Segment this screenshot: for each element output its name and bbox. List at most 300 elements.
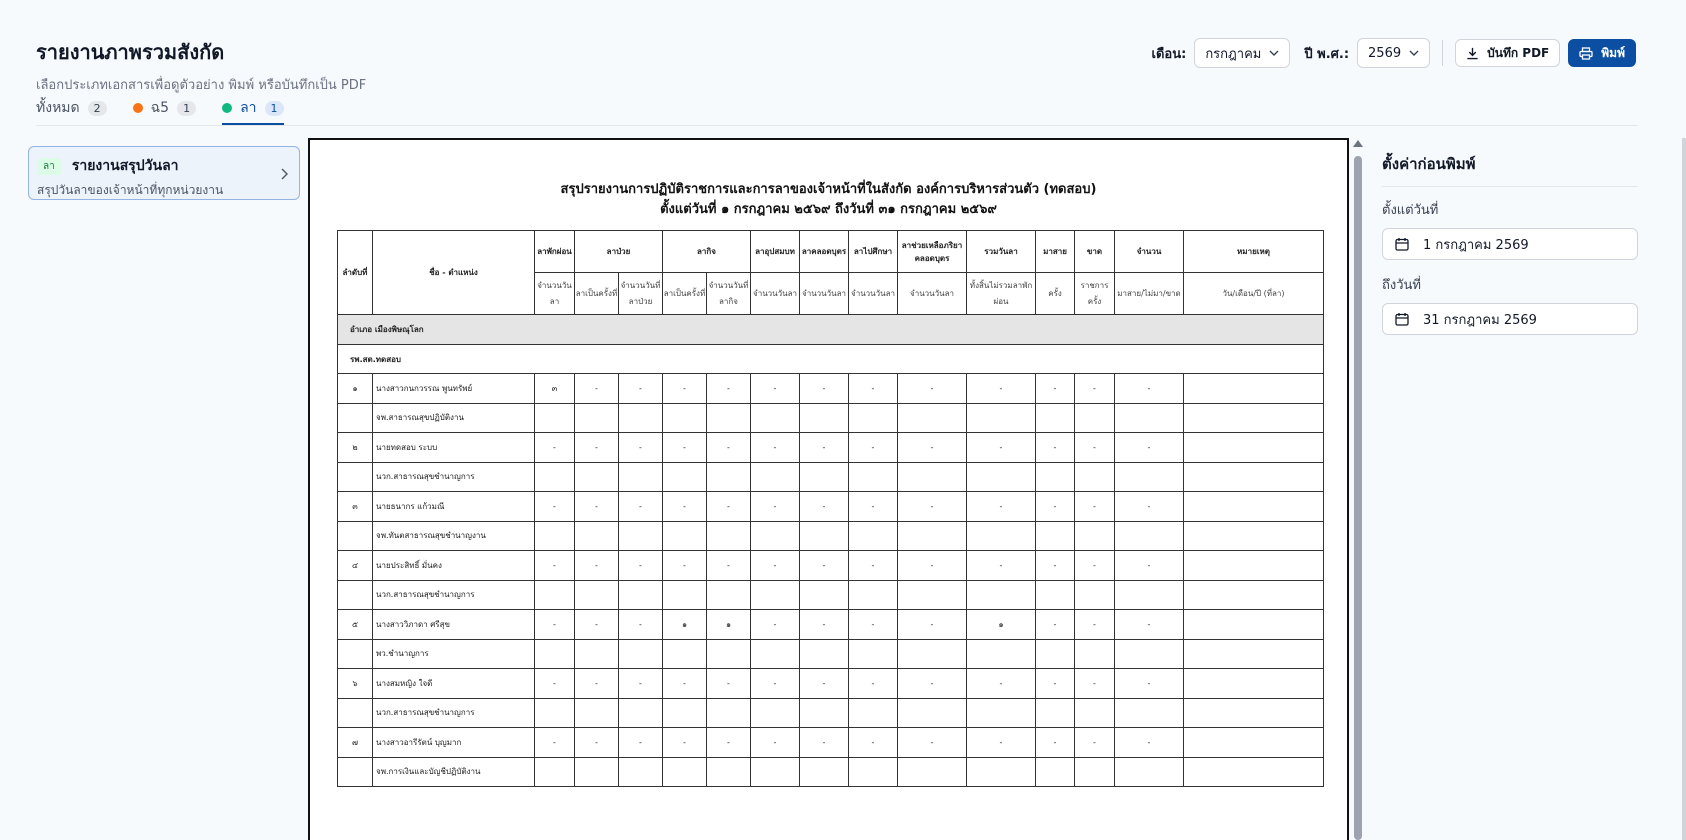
row-empty <box>898 698 967 728</box>
document-preview <box>308 138 1349 840</box>
header-ordination: ลาอุปสมบท <box>751 231 800 273</box>
scroll-up-icon[interactable] <box>1353 140 1363 147</box>
row-value: - <box>575 669 619 699</box>
row-no-empty <box>338 403 373 433</box>
row-remark <box>1184 492 1324 522</box>
row-empty <box>1075 639 1115 669</box>
row-empty <box>1184 580 1324 610</box>
row-empty <box>967 698 1036 728</box>
row-value: ๑ <box>967 610 1036 640</box>
row-value: - <box>575 433 619 463</box>
row-empty <box>898 403 967 433</box>
row-empty <box>800 639 849 669</box>
row-value: - <box>575 374 619 404</box>
row-value: - <box>1075 433 1115 463</box>
row-value: - <box>1036 610 1075 640</box>
row-empty <box>849 757 898 787</box>
to-date-input[interactable] <box>1382 303 1638 335</box>
subheader-pers-times: ลาเป็นครั้งที่ <box>663 273 707 315</box>
row-position: นวก.สาธารณสุขชำนาญการ <box>373 462 535 492</box>
subheader-pers-days: จำนวนวันที่ลากิจ <box>707 273 751 315</box>
row-empty <box>898 462 967 492</box>
row-empty <box>1115 639 1184 669</box>
row-empty <box>707 698 751 728</box>
row-position: นวก.สาธารณสุขชำนาญการ <box>373 698 535 728</box>
row-value: - <box>898 669 967 699</box>
row-empty <box>800 521 849 551</box>
row-value: - <box>849 728 898 758</box>
tab-label: ทั้งหมด <box>36 100 80 116</box>
row-name: นางสาวอารีรัตน์ บุญมาก <box>373 728 535 758</box>
row-empty <box>898 521 967 551</box>
row-value: - <box>751 433 800 463</box>
status-dot <box>222 103 232 113</box>
row-value: - <box>535 551 575 581</box>
row-empty <box>575 580 619 610</box>
row-empty <box>663 462 707 492</box>
row-value: - <box>1115 669 1184 699</box>
row-remark <box>1184 374 1324 404</box>
row-empty <box>967 521 1036 551</box>
subheader-sick-times: ลาเป็นครั้งที่ <box>575 273 619 315</box>
row-empty <box>619 462 663 492</box>
calendar-icon <box>1395 312 1409 326</box>
row-value: - <box>535 492 575 522</box>
row-value: - <box>707 669 751 699</box>
report-type-badge: ลา <box>37 158 61 175</box>
row-name: นายประสิทธิ์ มั่นคง <box>373 551 535 581</box>
row-remark <box>1184 669 1324 699</box>
row-empty <box>535 462 575 492</box>
row-value: - <box>619 610 663 640</box>
year-select[interactable] <box>1357 38 1430 68</box>
toolbar <box>1152 38 1636 68</box>
header-paternity: ลาช่วยเหลือภริยาคลอดบุตร <box>898 231 967 273</box>
subheader-pat-days: จำนวนวันลา <box>898 273 967 315</box>
row-value: - <box>898 492 967 522</box>
row-no-empty <box>338 580 373 610</box>
row-empty <box>751 698 800 728</box>
preview-scrollbar[interactable] <box>1352 138 1364 840</box>
row-value: - <box>849 551 898 581</box>
row-empty <box>849 639 898 669</box>
to-date-label: ถึงวันที่ <box>1382 278 1421 293</box>
row-empty <box>535 639 575 669</box>
header-absent: ขาด <box>1075 231 1115 273</box>
row-value: - <box>751 728 800 758</box>
table-row <box>338 728 1324 758</box>
group-district: อำเภอ เมืองพิษณุโลก <box>338 315 1324 345</box>
row-empty <box>1075 403 1115 433</box>
subheader-absent-times: ราชการครั้ง <box>1075 273 1115 315</box>
row-value: - <box>619 551 663 581</box>
row-empty <box>751 521 800 551</box>
row-empty <box>663 521 707 551</box>
row-empty <box>849 462 898 492</box>
tab-label: ฉ5 <box>150 100 170 116</box>
row-value: - <box>1115 551 1184 581</box>
row-value: - <box>1115 492 1184 522</box>
row-name: นางสาวกนกวรรณ พูนทรัพย์ <box>373 374 535 404</box>
row-value: - <box>575 610 619 640</box>
table-row <box>338 757 1324 787</box>
row-empty <box>967 580 1036 610</box>
subheader-mat-days: จำนวนวันลา <box>800 273 849 315</box>
row-empty <box>849 698 898 728</box>
row-value: - <box>967 551 1036 581</box>
row-position: จพ.ทันตสาธารณสุขชำนาญงาน <box>373 521 535 551</box>
row-value: - <box>1075 610 1115 640</box>
table-row <box>338 374 1324 404</box>
row-value: - <box>751 610 800 640</box>
print-label: พิมพ์ <box>1601 45 1625 60</box>
row-value: - <box>751 492 800 522</box>
settings-title: ตั้งค่าก่อนพิมพ์ <box>1382 152 1638 187</box>
row-name: นายทดสอบ ระบบ <box>373 433 535 463</box>
header-late: มาสาย <box>1036 231 1075 273</box>
group-facility: รพ.สต.ทดสอบ <box>338 345 1324 374</box>
row-position: พว.ชำนาญการ <box>373 639 535 669</box>
row-value: - <box>849 669 898 699</box>
calendar-icon <box>1395 237 1409 251</box>
subheader-ord-days: จำนวนวันลา <box>751 273 800 315</box>
row-empty <box>535 580 575 610</box>
row-value: - <box>800 433 849 463</box>
row-empty <box>619 757 663 787</box>
row-value: - <box>1115 374 1184 404</box>
subheader-sick-days: จำนวนวันที่ลาป่วย <box>619 273 663 315</box>
row-empty <box>707 403 751 433</box>
row-no: ๓ <box>338 492 373 522</box>
chevron-down-icon <box>1269 48 1279 58</box>
row-empty <box>575 639 619 669</box>
row-no-empty <box>338 639 373 669</box>
table-row <box>338 610 1324 640</box>
row-empty <box>800 462 849 492</box>
row-empty <box>1036 757 1075 787</box>
row-empty <box>1184 462 1324 492</box>
row-empty <box>1115 698 1184 728</box>
row-empty <box>967 462 1036 492</box>
tab-count: 2 <box>88 101 107 116</box>
row-empty <box>1036 639 1075 669</box>
toolbar-divider <box>1442 40 1443 66</box>
row-empty <box>1184 757 1324 787</box>
row-empty <box>1184 698 1324 728</box>
row-empty <box>967 403 1036 433</box>
row-no: ๕ <box>338 610 373 640</box>
row-value: - <box>800 610 849 640</box>
row-value: - <box>535 669 575 699</box>
row-name: นางสมหญิง ใจดี <box>373 669 535 699</box>
row-empty <box>898 639 967 669</box>
table-row <box>338 698 1324 728</box>
row-value: - <box>575 728 619 758</box>
row-value: - <box>967 728 1036 758</box>
row-no: ๑ <box>338 374 373 404</box>
table-row <box>338 580 1324 610</box>
row-empty <box>1184 403 1324 433</box>
subheader-vac-days: จำนวนวันลา <box>535 273 575 315</box>
row-empty <box>1036 462 1075 492</box>
row-value: - <box>619 669 663 699</box>
row-value: - <box>849 374 898 404</box>
row-value: - <box>535 433 575 463</box>
table-row <box>338 521 1324 551</box>
to-date-value: 31 กรกฎาคม 2569 <box>1423 312 1537 328</box>
subheader-total-all: ทั้งสิ้นไม่รวมลาพักผ่อน <box>967 273 1036 315</box>
row-empty <box>663 580 707 610</box>
row-value: - <box>898 610 967 640</box>
row-empty <box>619 580 663 610</box>
row-value: - <box>535 728 575 758</box>
row-value: - <box>1115 610 1184 640</box>
row-empty <box>1115 757 1184 787</box>
row-empty <box>619 403 663 433</box>
row-name: นายธนากร แก้วมณี <box>373 492 535 522</box>
row-empty <box>575 698 619 728</box>
row-value: - <box>1036 492 1075 522</box>
row-value: - <box>1036 728 1075 758</box>
table-row <box>338 669 1324 699</box>
month-value: กรกฎาคม <box>1205 46 1262 62</box>
row-position: จพ.สาธารณสุขปฏิบัติงาน <box>373 403 535 433</box>
tab-count: 1 <box>265 101 284 116</box>
row-empty <box>1075 462 1115 492</box>
year-value: 2569 <box>1368 45 1402 61</box>
row-value: - <box>800 492 849 522</box>
row-no-empty <box>338 698 373 728</box>
row-value: - <box>800 728 849 758</box>
row-value: - <box>1115 433 1184 463</box>
row-value: ๑ <box>707 610 751 640</box>
row-no-empty <box>338 757 373 787</box>
row-empty <box>535 757 575 787</box>
row-value: - <box>1115 728 1184 758</box>
table-row <box>338 639 1324 669</box>
scroll-thumb[interactable] <box>1354 156 1362 840</box>
row-value: - <box>1075 669 1115 699</box>
header-total: รวมวันลา <box>967 231 1036 273</box>
row-empty <box>575 521 619 551</box>
row-empty <box>535 698 575 728</box>
row-value: - <box>967 669 1036 699</box>
report-card-leave-summary[interactable] <box>28 146 300 200</box>
row-no: ๗ <box>338 728 373 758</box>
tab-leave[interactable] <box>222 92 283 124</box>
row-value: - <box>898 374 967 404</box>
table-row <box>338 551 1324 581</box>
row-value: - <box>707 551 751 581</box>
row-empty <box>800 698 849 728</box>
save-pdf-button[interactable] <box>1455 39 1560 67</box>
leave-report-table <box>337 230 1324 787</box>
row-value: - <box>575 492 619 522</box>
row-empty <box>751 757 800 787</box>
tab-ch5[interactable] <box>133 92 196 124</box>
row-value: - <box>619 728 663 758</box>
subheader-late-times: ครั้ง <box>1036 273 1075 315</box>
row-value: - <box>619 433 663 463</box>
row-empty <box>1115 462 1184 492</box>
row-empty <box>1115 521 1184 551</box>
row-empty <box>800 403 849 433</box>
row-value: - <box>967 374 1036 404</box>
row-empty <box>535 403 575 433</box>
row-value: - <box>707 728 751 758</box>
row-empty <box>898 580 967 610</box>
report-title-line1: สรุปรายงานการปฏิบัติราชการและการลาของเจ้าหน้าที่ในสังกัด องค์การบริหารส่วนตัว (ทดสอบ) <box>560 182 1097 197</box>
header-amount: จำนวน <box>1115 231 1184 273</box>
row-empty <box>663 757 707 787</box>
print-button[interactable] <box>1568 39 1636 67</box>
row-value: - <box>849 492 898 522</box>
row-empty <box>619 698 663 728</box>
row-remark <box>1184 433 1324 463</box>
row-position: นวก.สาธารณสุขชำนาญการ <box>373 580 535 610</box>
row-value: - <box>967 433 1036 463</box>
row-remark <box>1184 551 1324 581</box>
row-empty <box>619 639 663 669</box>
document-type-tabs <box>36 92 1638 126</box>
row-value: ๓ <box>535 374 575 404</box>
print-settings-panel <box>1382 152 1638 335</box>
row-empty <box>849 521 898 551</box>
row-empty <box>1115 580 1184 610</box>
header-sick: ลาป่วย <box>575 231 663 273</box>
row-no: ๔ <box>338 551 373 581</box>
report-card-title: รายงานสรุปวันลา <box>71 158 179 174</box>
row-empty <box>619 521 663 551</box>
download-icon <box>1466 47 1479 60</box>
table-row <box>338 462 1324 492</box>
row-empty <box>1036 580 1075 610</box>
row-value: - <box>1036 433 1075 463</box>
row-value: - <box>751 551 800 581</box>
row-value: - <box>1075 728 1115 758</box>
save-pdf-label: บันทึก PDF <box>1487 45 1550 60</box>
row-empty <box>663 698 707 728</box>
from-date-value: 1 กรกฎาคม 2569 <box>1423 237 1529 253</box>
subheader-amount-desc: มาสาย/ไม่มา/ขาด <box>1115 273 1184 315</box>
row-empty <box>663 403 707 433</box>
row-value: - <box>707 374 751 404</box>
row-value: - <box>619 374 663 404</box>
row-empty <box>800 580 849 610</box>
row-value: - <box>707 492 751 522</box>
row-value: - <box>663 669 707 699</box>
row-empty <box>535 521 575 551</box>
status-dot <box>133 103 143 113</box>
tab-label: ลา <box>240 100 257 116</box>
page-title: รายงานภาพรวมสังกัด <box>36 40 225 64</box>
row-empty <box>751 639 800 669</box>
row-empty <box>663 639 707 669</box>
row-empty <box>751 580 800 610</box>
row-remark <box>1184 610 1324 640</box>
row-value: - <box>619 492 663 522</box>
subheader-study-days: จำนวนวันลา <box>849 273 898 315</box>
row-value: - <box>663 433 707 463</box>
row-empty <box>967 639 1036 669</box>
row-empty <box>575 757 619 787</box>
row-value: - <box>1036 374 1075 404</box>
row-empty <box>1075 580 1115 610</box>
row-position: จพ.การเงินและบัญชีปฏิบัติงาน <box>373 757 535 787</box>
page-header <box>36 36 366 95</box>
row-value: - <box>898 433 967 463</box>
header-personal: ลากิจ <box>663 231 751 273</box>
printer-icon <box>1579 47 1593 60</box>
row-value: ๑ <box>663 610 707 640</box>
table-row <box>338 433 1324 463</box>
row-empty <box>898 757 967 787</box>
row-no: ๖ <box>338 669 373 699</box>
row-no-empty <box>338 462 373 492</box>
table-row <box>338 403 1324 433</box>
row-empty <box>1184 521 1324 551</box>
row-value: - <box>707 433 751 463</box>
chevron-down-icon <box>1409 48 1419 58</box>
header-remark: หมายเหตุ <box>1184 231 1324 273</box>
row-remark <box>1184 728 1324 758</box>
row-empty <box>575 403 619 433</box>
row-value: - <box>800 551 849 581</box>
row-empty <box>707 639 751 669</box>
year-label: ปี พ.ศ.: <box>1304 46 1350 62</box>
from-date-label: ตั้งแต่วันที่ <box>1382 203 1439 218</box>
header-vacation: ลาพักผ่อน <box>535 231 575 273</box>
row-empty <box>751 462 800 492</box>
month-select[interactable] <box>1194 38 1290 68</box>
report-card-subtitle: สรุปวันลาของเจ้าหน้าที่ทุกหน่วยงาน <box>37 183 224 197</box>
row-value: - <box>849 433 898 463</box>
row-empty <box>849 403 898 433</box>
row-empty <box>751 403 800 433</box>
row-value: - <box>1075 374 1115 404</box>
row-empty <box>707 757 751 787</box>
month-label: เดือน: <box>1151 46 1187 62</box>
page-subtitle: เลือกประเภทเอกสารเพื่อดูตัวอย่าง พิมพ์ หรือบันทึกเป็น PDF <box>36 78 367 93</box>
row-no: ๒ <box>338 433 373 463</box>
subheader-remark-desc: วัน/เดือน/ปี (ที่ลา) <box>1184 273 1324 315</box>
row-value: - <box>663 728 707 758</box>
row-empty <box>575 462 619 492</box>
row-empty <box>707 580 751 610</box>
row-empty <box>707 521 751 551</box>
row-value: - <box>751 669 800 699</box>
row-value: - <box>967 492 1036 522</box>
header-name: ชื่อ - ตำแหน่ง <box>373 231 535 315</box>
row-name: นางสาววิภาดา ศรีสุข <box>373 610 535 640</box>
row-value: - <box>1036 669 1075 699</box>
table-row <box>338 492 1324 522</box>
row-empty <box>1036 521 1075 551</box>
from-date-input[interactable] <box>1382 228 1638 260</box>
row-value: - <box>849 610 898 640</box>
row-value: - <box>535 610 575 640</box>
tab-count: 1 <box>177 101 196 116</box>
tab-all[interactable] <box>36 92 107 124</box>
header-study: ลาไปศึกษา <box>849 231 898 273</box>
row-empty <box>1075 521 1115 551</box>
row-no-empty <box>338 521 373 551</box>
row-empty <box>800 757 849 787</box>
window-scrollbar[interactable] <box>1682 138 1686 840</box>
row-value: - <box>800 374 849 404</box>
row-empty <box>967 757 1036 787</box>
header-maternity: ลาคลอดบุตร <box>800 231 849 273</box>
